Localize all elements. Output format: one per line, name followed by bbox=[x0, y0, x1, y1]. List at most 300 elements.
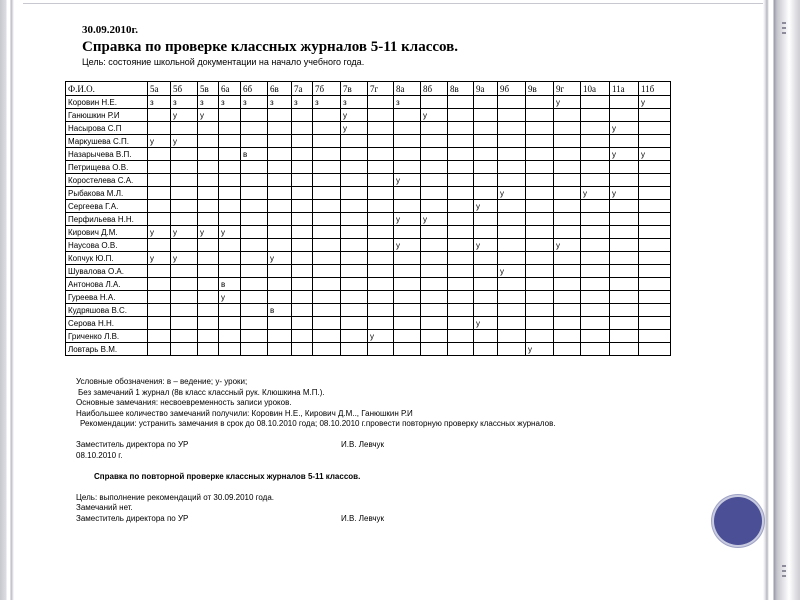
mark-cell bbox=[526, 96, 554, 109]
mark-cell bbox=[219, 187, 241, 200]
mark-cell bbox=[148, 343, 171, 356]
mark-cell bbox=[610, 291, 639, 304]
mark-cell bbox=[421, 239, 448, 252]
mark-cell bbox=[581, 122, 610, 135]
mark-cell bbox=[341, 226, 368, 239]
mark-cell: у bbox=[171, 109, 198, 122]
mark-cell bbox=[394, 252, 421, 265]
mark-cell bbox=[394, 200, 421, 213]
header-class-column: 5в bbox=[198, 82, 219, 96]
mark-cell: у bbox=[368, 330, 394, 343]
mark-cell: з bbox=[171, 96, 198, 109]
mark-cell bbox=[639, 122, 671, 135]
mark-cell bbox=[474, 278, 498, 291]
mark-cell bbox=[610, 109, 639, 122]
mark-cell bbox=[368, 174, 394, 187]
mark-cell: у bbox=[498, 187, 526, 200]
mark-cell bbox=[219, 252, 241, 265]
mark-cell bbox=[148, 148, 171, 161]
mark-cell bbox=[610, 252, 639, 265]
mark-cell bbox=[448, 291, 474, 304]
mark-cell bbox=[292, 135, 313, 148]
mark-cell bbox=[610, 135, 639, 148]
mark-cell bbox=[554, 304, 581, 317]
mark-cell bbox=[498, 161, 526, 174]
mark-cell bbox=[171, 291, 198, 304]
document-subtitle: Цель: состояние школьной документации на начало учебного года. bbox=[82, 57, 365, 67]
goal-line: Цель: выполнение рекомендаций от 30.09.2010 года. bbox=[76, 492, 275, 502]
mark-cell bbox=[581, 278, 610, 291]
mark-cell bbox=[341, 265, 368, 278]
mark-cell bbox=[639, 135, 671, 148]
mark-cell bbox=[219, 200, 241, 213]
mark-cell bbox=[292, 252, 313, 265]
mark-cell: у bbox=[474, 239, 498, 252]
mark-cell bbox=[368, 304, 394, 317]
mark-cell: у bbox=[171, 135, 198, 148]
mark-cell bbox=[498, 317, 526, 330]
mark-cell bbox=[241, 291, 268, 304]
mark-cell bbox=[171, 187, 198, 200]
mark-cell bbox=[219, 148, 241, 161]
mark-cell bbox=[448, 278, 474, 291]
mark-cell: в bbox=[268, 304, 292, 317]
mark-cell bbox=[313, 343, 341, 356]
frame-ornament bbox=[782, 32, 786, 34]
mark-cell bbox=[394, 317, 421, 330]
mark-cell: в bbox=[219, 278, 241, 291]
mark-cell bbox=[421, 135, 448, 148]
mark-cell bbox=[554, 135, 581, 148]
table-row bbox=[66, 148, 671, 161]
teacher-name-cell: Насырова С.П bbox=[66, 122, 148, 135]
mark-cell bbox=[219, 343, 241, 356]
mark-cell bbox=[368, 291, 394, 304]
mark-cell bbox=[554, 265, 581, 278]
header-class-column: 6а bbox=[219, 82, 241, 96]
header-class-column: 8а bbox=[394, 82, 421, 96]
mark-cell bbox=[219, 213, 241, 226]
mark-cell bbox=[341, 291, 368, 304]
table-row bbox=[66, 96, 671, 109]
mark-cell bbox=[313, 109, 341, 122]
mark-cell bbox=[268, 109, 292, 122]
mark-cell bbox=[448, 135, 474, 148]
mark-cell: у bbox=[171, 252, 198, 265]
table-row bbox=[66, 109, 671, 122]
mark-cell bbox=[368, 200, 394, 213]
mark-cell: з bbox=[219, 96, 241, 109]
mark-cell bbox=[581, 148, 610, 161]
mark-cell bbox=[219, 161, 241, 174]
mark-cell bbox=[581, 226, 610, 239]
teacher-name-cell: Гриченко Л.В. bbox=[66, 330, 148, 343]
signer-name: И.В. Левчук bbox=[341, 440, 385, 449]
mark-cell bbox=[448, 304, 474, 317]
mark-cell bbox=[474, 109, 498, 122]
mark-cell bbox=[313, 252, 341, 265]
mark-cell: у bbox=[610, 148, 639, 161]
mark-cell bbox=[474, 252, 498, 265]
mark-cell bbox=[474, 330, 498, 343]
mark-cell bbox=[498, 135, 526, 148]
mark-cell bbox=[610, 343, 639, 356]
document-title: Справка по проверке классных журналов 5-11 классов. bbox=[82, 39, 458, 55]
mark-cell bbox=[394, 304, 421, 317]
mark-cell bbox=[148, 291, 171, 304]
mark-cell bbox=[341, 200, 368, 213]
mark-cell bbox=[268, 265, 292, 278]
mark-cell: з bbox=[394, 96, 421, 109]
header-class-column: 11а bbox=[610, 82, 639, 96]
mark-cell bbox=[474, 304, 498, 317]
table-row bbox=[66, 122, 671, 135]
mark-cell bbox=[498, 174, 526, 187]
mark-cell bbox=[292, 239, 313, 252]
mark-cell: у bbox=[639, 148, 671, 161]
mark-cell bbox=[341, 278, 368, 291]
mark-cell bbox=[448, 109, 474, 122]
mark-cell: у bbox=[554, 96, 581, 109]
mark-cell bbox=[394, 148, 421, 161]
mark-cell bbox=[368, 278, 394, 291]
mark-cell bbox=[268, 135, 292, 148]
header-class-column: 9б bbox=[498, 82, 526, 96]
mark-cell bbox=[171, 343, 198, 356]
mark-cell bbox=[448, 213, 474, 226]
mark-cell bbox=[313, 291, 341, 304]
signer-title-2: Заместитель директора по УР bbox=[76, 513, 189, 523]
mark-cell bbox=[610, 239, 639, 252]
mark-cell bbox=[198, 122, 219, 135]
mark-cell bbox=[394, 291, 421, 304]
mark-cell bbox=[171, 161, 198, 174]
recommendations-line: Рекомендации: устранить замечания в срок до 08.10.2010 года; 08.10.2010 г.провести повторную проверку классных журналов. bbox=[80, 419, 556, 428]
mark-cell bbox=[313, 226, 341, 239]
mark-cell bbox=[610, 174, 639, 187]
mark-cell bbox=[341, 135, 368, 148]
teacher-name-cell: Наусова О.В. bbox=[66, 239, 148, 252]
mark-cell bbox=[581, 161, 610, 174]
mark-cell bbox=[498, 291, 526, 304]
mark-cell bbox=[554, 213, 581, 226]
header-class-column: 7а bbox=[292, 82, 313, 96]
mark-cell bbox=[639, 330, 671, 343]
mark-cell bbox=[581, 330, 610, 343]
teacher-name-cell: Назарычева В.П. bbox=[66, 148, 148, 161]
mark-cell bbox=[198, 304, 219, 317]
mark-cell bbox=[498, 252, 526, 265]
table-row bbox=[66, 343, 671, 356]
mark-cell bbox=[198, 252, 219, 265]
mark-cell bbox=[341, 187, 368, 200]
main-remarks-line: Основные замечания: несвоевременность записи уроков. bbox=[76, 398, 292, 407]
mark-cell bbox=[368, 317, 394, 330]
mark-cell bbox=[292, 226, 313, 239]
mark-cell bbox=[313, 187, 341, 200]
mark-cell bbox=[639, 161, 671, 174]
mark-cell bbox=[148, 213, 171, 226]
table-header-row bbox=[66, 82, 671, 96]
mark-cell bbox=[581, 317, 610, 330]
mark-cell bbox=[526, 330, 554, 343]
mark-cell bbox=[171, 200, 198, 213]
mark-cell: з bbox=[198, 96, 219, 109]
mark-cell bbox=[639, 174, 671, 187]
mark-cell: у bbox=[394, 213, 421, 226]
mark-cell bbox=[292, 291, 313, 304]
mark-cell bbox=[171, 213, 198, 226]
mark-cell bbox=[198, 148, 219, 161]
mark-cell bbox=[394, 187, 421, 200]
mark-cell bbox=[292, 265, 313, 278]
header-class-column: 7г bbox=[368, 82, 394, 96]
signer-name-2: И.В. Левчук bbox=[341, 513, 385, 523]
mark-cell bbox=[313, 135, 341, 148]
mark-cell bbox=[198, 161, 219, 174]
mark-cell bbox=[421, 174, 448, 187]
mark-cell bbox=[241, 122, 268, 135]
mark-cell bbox=[498, 122, 526, 135]
mark-cell bbox=[241, 187, 268, 200]
mark-cell bbox=[526, 135, 554, 148]
mark-cell bbox=[268, 291, 292, 304]
mark-cell bbox=[341, 161, 368, 174]
mark-cell bbox=[526, 265, 554, 278]
mark-cell bbox=[394, 343, 421, 356]
mark-cell bbox=[554, 122, 581, 135]
mark-cell bbox=[394, 278, 421, 291]
mark-cell bbox=[498, 213, 526, 226]
mark-cell bbox=[581, 343, 610, 356]
mark-cell bbox=[292, 304, 313, 317]
mark-cell bbox=[148, 304, 171, 317]
mark-cell bbox=[581, 239, 610, 252]
teacher-name-cell: Коровин Н.Е. bbox=[66, 96, 148, 109]
mark-cell bbox=[148, 122, 171, 135]
mark-cell bbox=[241, 239, 268, 252]
mark-cell bbox=[421, 226, 448, 239]
mark-cell: у bbox=[394, 239, 421, 252]
mark-cell bbox=[341, 330, 368, 343]
mark-cell bbox=[148, 187, 171, 200]
mark-cell bbox=[448, 239, 474, 252]
mark-cell bbox=[448, 317, 474, 330]
mark-cell: у bbox=[526, 343, 554, 356]
right-frame-decoration bbox=[763, 0, 800, 600]
mark-cell: у bbox=[498, 265, 526, 278]
mark-cell bbox=[581, 265, 610, 278]
frame-ornament bbox=[782, 570, 786, 572]
mark-cell bbox=[292, 278, 313, 291]
mark-cell bbox=[448, 174, 474, 187]
mark-cell bbox=[313, 148, 341, 161]
mark-cell bbox=[241, 174, 268, 187]
mark-cell bbox=[171, 317, 198, 330]
teacher-name-cell: Кудряшова В.С. bbox=[66, 304, 148, 317]
mark-cell bbox=[148, 278, 171, 291]
frame-ornament bbox=[782, 27, 786, 29]
header-class-column: 8в bbox=[448, 82, 474, 96]
mark-cell bbox=[554, 226, 581, 239]
mark-cell bbox=[474, 174, 498, 187]
mark-cell bbox=[198, 278, 219, 291]
table-row bbox=[66, 330, 671, 343]
mark-cell bbox=[171, 239, 198, 252]
mark-cell bbox=[394, 122, 421, 135]
mark-cell bbox=[581, 109, 610, 122]
mark-cell bbox=[268, 278, 292, 291]
mark-cell bbox=[554, 252, 581, 265]
mark-cell bbox=[171, 265, 198, 278]
mark-cell bbox=[368, 226, 394, 239]
mark-cell: у bbox=[219, 226, 241, 239]
mark-cell bbox=[341, 317, 368, 330]
mark-cell: у bbox=[148, 252, 171, 265]
mark-cell: у bbox=[581, 187, 610, 200]
teacher-name-cell: Рыбакова М.Л. bbox=[66, 187, 148, 200]
mark-cell bbox=[241, 200, 268, 213]
mark-cell bbox=[610, 278, 639, 291]
header-class-column: 9в bbox=[526, 82, 554, 96]
mark-cell bbox=[368, 213, 394, 226]
mark-cell bbox=[526, 226, 554, 239]
teacher-name-cell: Маркушева С.П. bbox=[66, 135, 148, 148]
journal-check-table bbox=[65, 81, 671, 356]
mark-cell bbox=[554, 161, 581, 174]
mark-cell: у bbox=[421, 109, 448, 122]
mark-cell: у bbox=[394, 174, 421, 187]
table-row bbox=[66, 213, 671, 226]
mark-cell bbox=[268, 161, 292, 174]
mark-cell bbox=[448, 161, 474, 174]
mark-cell bbox=[341, 213, 368, 226]
mark-cell bbox=[526, 200, 554, 213]
mark-cell bbox=[421, 330, 448, 343]
mark-cell bbox=[148, 317, 171, 330]
mark-cell bbox=[554, 148, 581, 161]
mark-cell bbox=[313, 161, 341, 174]
mark-cell: у bbox=[171, 226, 198, 239]
mark-cell bbox=[394, 226, 421, 239]
mark-cell bbox=[368, 148, 394, 161]
mark-cell bbox=[341, 343, 368, 356]
mark-cell bbox=[610, 304, 639, 317]
mark-cell bbox=[148, 200, 171, 213]
mark-cell bbox=[198, 343, 219, 356]
mark-cell bbox=[498, 239, 526, 252]
mark-cell bbox=[421, 148, 448, 161]
mark-cell bbox=[610, 226, 639, 239]
mark-cell bbox=[498, 343, 526, 356]
mark-cell bbox=[268, 174, 292, 187]
mark-cell bbox=[341, 174, 368, 187]
header-class-column: 9а bbox=[474, 82, 498, 96]
mark-cell bbox=[219, 304, 241, 317]
signer-title: Заместитель директора по УР bbox=[76, 440, 189, 449]
mark-cell bbox=[292, 148, 313, 161]
mark-cell bbox=[639, 278, 671, 291]
mark-cell bbox=[639, 109, 671, 122]
mark-cell bbox=[474, 213, 498, 226]
mark-cell bbox=[554, 317, 581, 330]
mark-cell bbox=[148, 265, 171, 278]
mark-cell bbox=[581, 304, 610, 317]
mark-cell bbox=[526, 187, 554, 200]
mark-cell bbox=[639, 200, 671, 213]
mark-cell: у bbox=[219, 291, 241, 304]
mark-cell bbox=[313, 278, 341, 291]
mark-cell: у bbox=[610, 187, 639, 200]
signature-line-2 bbox=[76, 514, 556, 525]
header-class-column: 11б bbox=[639, 82, 671, 96]
mark-cell bbox=[526, 161, 554, 174]
mark-cell bbox=[148, 174, 171, 187]
mark-cell bbox=[241, 330, 268, 343]
mark-cell bbox=[268, 200, 292, 213]
mark-cell bbox=[241, 161, 268, 174]
mark-cell bbox=[448, 96, 474, 109]
mark-cell: у bbox=[341, 109, 368, 122]
mark-cell bbox=[148, 330, 171, 343]
document-date: 30.09.2010г. bbox=[82, 24, 139, 36]
teacher-name-cell: Ловтарь В.М. bbox=[66, 343, 148, 356]
sign-date: 08.10.2010 г. bbox=[76, 450, 123, 460]
mark-cell bbox=[554, 330, 581, 343]
mark-cell bbox=[474, 135, 498, 148]
mark-cell bbox=[198, 317, 219, 330]
mark-cell bbox=[219, 122, 241, 135]
teacher-name-cell: Шувалова О.А. bbox=[66, 265, 148, 278]
mark-cell bbox=[268, 239, 292, 252]
header-class-column: 8б bbox=[421, 82, 448, 96]
mark-cell bbox=[292, 343, 313, 356]
mark-cell bbox=[148, 161, 171, 174]
frame-ornament bbox=[782, 565, 786, 567]
teacher-name-cell: Коростелева С.А. bbox=[66, 174, 148, 187]
mark-cell bbox=[368, 122, 394, 135]
mark-cell bbox=[474, 265, 498, 278]
mark-cell bbox=[421, 252, 448, 265]
signature-line bbox=[76, 440, 556, 451]
mark-cell bbox=[241, 317, 268, 330]
mark-cell bbox=[198, 174, 219, 187]
mark-cell bbox=[292, 109, 313, 122]
mark-cell bbox=[554, 343, 581, 356]
legend-line: Условные обозначения: в – ведение; у- уроки; bbox=[76, 377, 248, 386]
mark-cell bbox=[368, 161, 394, 174]
mark-cell bbox=[526, 278, 554, 291]
mark-cell bbox=[421, 96, 448, 109]
mark-cell: у bbox=[341, 122, 368, 135]
mark-cell bbox=[421, 278, 448, 291]
mark-cell bbox=[394, 135, 421, 148]
mark-cell bbox=[219, 317, 241, 330]
mark-cell bbox=[368, 265, 394, 278]
mark-cell bbox=[610, 265, 639, 278]
teacher-name-cell: Сергеева Г.А. bbox=[66, 200, 148, 213]
mark-cell bbox=[610, 200, 639, 213]
mark-cell bbox=[421, 291, 448, 304]
mark-cell bbox=[581, 200, 610, 213]
mark-cell: у bbox=[268, 252, 292, 265]
mark-cell: у bbox=[198, 226, 219, 239]
header-class-column: 6б bbox=[241, 82, 268, 96]
mark-cell bbox=[421, 122, 448, 135]
mark-cell bbox=[498, 200, 526, 213]
mark-cell bbox=[639, 304, 671, 317]
frame-ornament bbox=[782, 575, 786, 577]
